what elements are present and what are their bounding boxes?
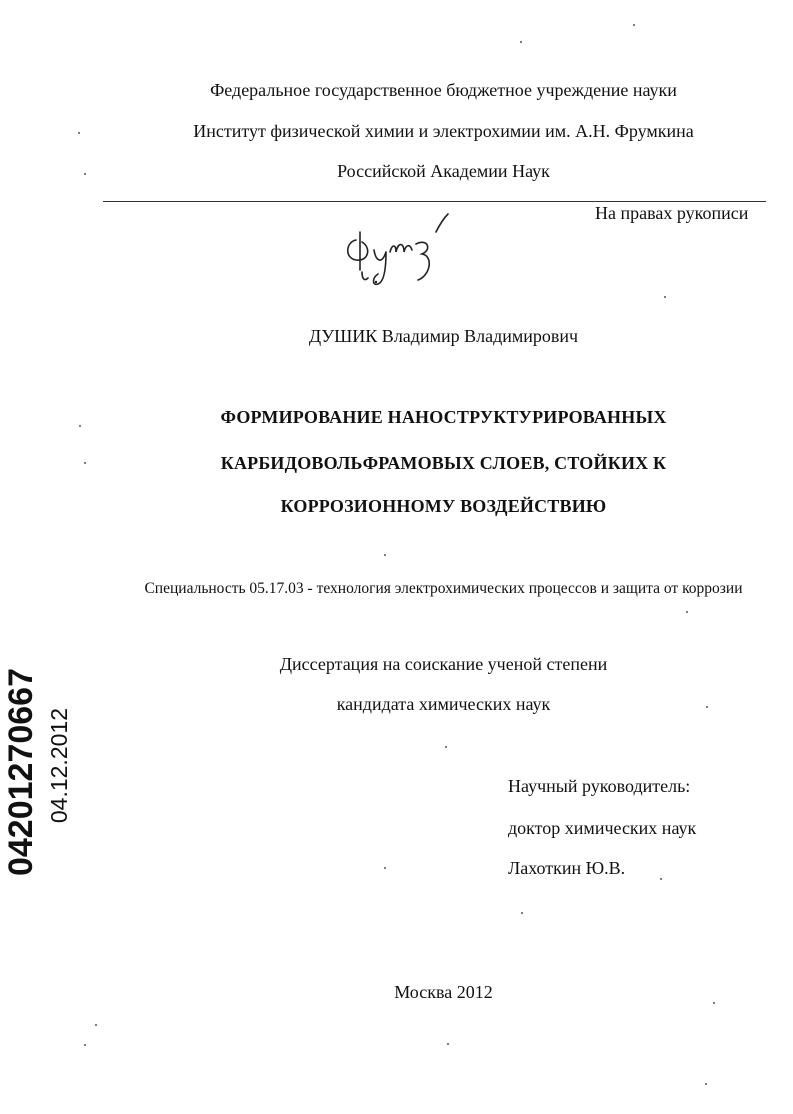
manuscript-rights-label: На правах рукописи — [595, 203, 749, 223]
handwritten-signature-icon — [338, 210, 458, 295]
scan-speck — [78, 132, 80, 134]
author-name: ДУШИК Владимир Владимирович — [308, 326, 579, 346]
scan-speck — [520, 41, 522, 43]
scan-speck — [447, 1043, 449, 1045]
scan-speck — [84, 462, 86, 464]
thesis-title-line-3: КОРРОЗИОННОМУ ВОЗДЕЙСТВИЮ — [280, 496, 607, 516]
scan-speck — [79, 425, 81, 427]
scan-speck — [705, 1083, 707, 1085]
library-stamp — [0, 668, 84, 908]
supervisor-name: Лахоткин Ю.В. — [508, 858, 626, 878]
supervisor-rank: доктор химических наук — [508, 818, 697, 838]
degree-line-1: Диссертация на соискание ученой степени — [279, 654, 608, 674]
degree-line-2: кандидата химических наук — [336, 694, 551, 714]
scan-speck — [686, 611, 688, 613]
scan-speck — [384, 867, 386, 869]
scan-speck — [84, 1044, 86, 1046]
stamp-code: 04201270667 — [2, 668, 40, 877]
thesis-title-line-1: ФОРМИРОВАНИЕ НАНОСТРУКТУРИРОВАННЫХ — [220, 407, 667, 427]
scan-speck — [660, 878, 662, 880]
scan-speck — [384, 554, 386, 556]
scan-speck — [633, 24, 635, 26]
thesis-title-line-2: КАРБИДОВОЛЬФРАМОВЫХ СЛОЕВ, СТОЙКИХ К — [220, 453, 667, 473]
supervisor-label: Научный руководитель: — [508, 776, 691, 796]
scan-speck — [713, 1002, 715, 1004]
scan-speck — [95, 1024, 97, 1026]
city-year: Москва 2012 — [394, 982, 493, 1002]
scan-speck — [706, 706, 708, 708]
header-divider — [103, 201, 766, 202]
specialty-line: Специальность 05.17.03 - технология электрохимических процессов и защита от коррозии — [144, 580, 743, 597]
scan-speck — [84, 173, 86, 175]
institution-line-2: Институт физической химии и электрохимии им. А.Н. Фрумкина — [193, 121, 694, 141]
institution-line-3: Российской Академии Наук — [337, 161, 550, 181]
scan-speck — [521, 912, 523, 914]
stamp-date: 04.12.2012 — [46, 708, 72, 824]
scan-speck — [445, 746, 447, 748]
institution-line-1: Федеральное государственное бюджетное учреждение науки — [210, 80, 677, 100]
scan-speck — [664, 296, 666, 298]
